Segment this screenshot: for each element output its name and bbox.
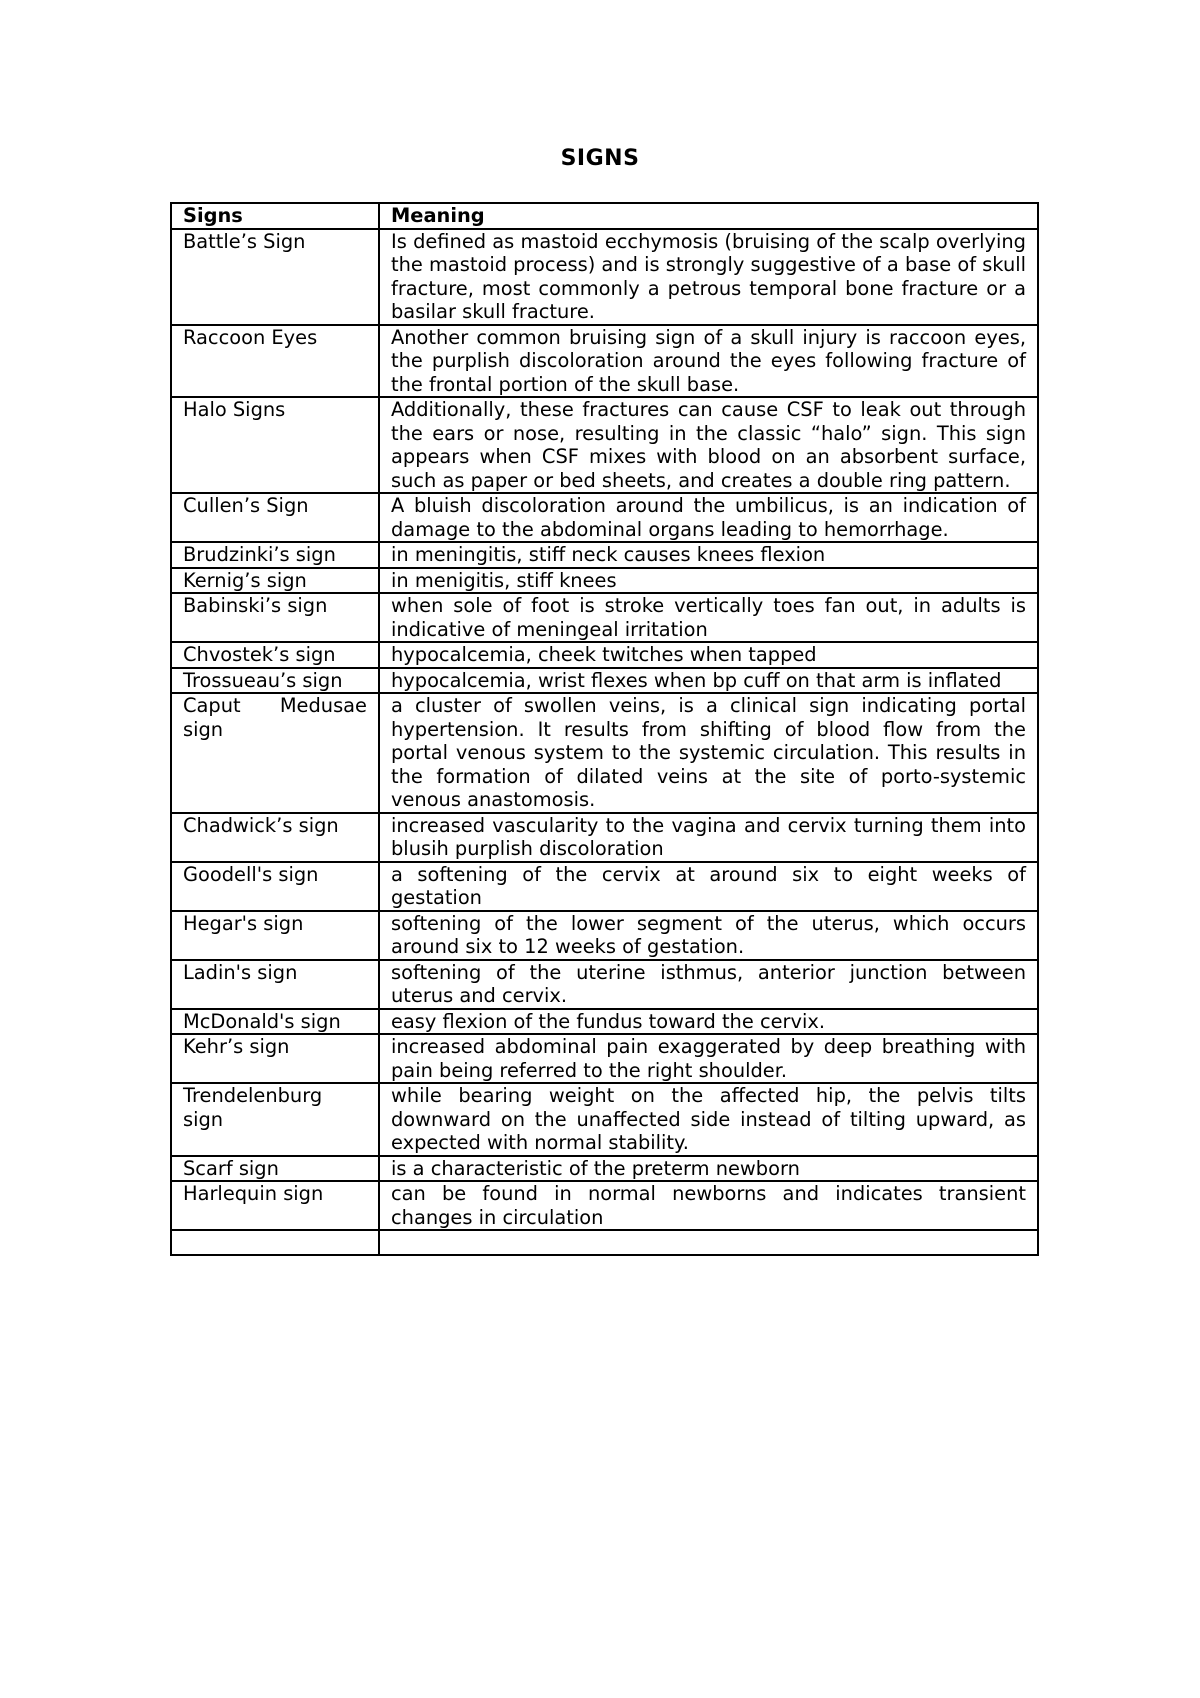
meaning-cell: increased vascularity to the vagina and cervix turning them into blusih purplish discoloration [379, 813, 1038, 862]
meaning-cell: in menigitis, stiff knees [379, 568, 1038, 594]
sign-cell: Babinski’s sign [171, 593, 379, 642]
table-header-row [171, 203, 1038, 229]
signs-table [170, 202, 1039, 1256]
table-row [171, 813, 1038, 862]
meaning-cell: A bluish discoloration around the umbilicus, is an indication of damage to the abdominal organs leading to hemorrhage. [379, 493, 1038, 542]
sign-cell: Ladin's sign [171, 960, 379, 1009]
table-row [171, 1083, 1038, 1156]
table-row [171, 229, 1038, 325]
table-row [171, 1181, 1038, 1230]
meaning-cell: in meningitis, stiff neck causes knees flexion [379, 542, 1038, 568]
table-row [171, 1009, 1038, 1035]
sign-cell [171, 1230, 379, 1255]
meaning-cell: softening of the lower segment of the uterus, which occurs around six to 12 weeks of gestation. [379, 911, 1038, 960]
meaning-cell: when sole of foot is stroke vertically toes fan out, in adults is indicative of meningeal irritation [379, 593, 1038, 642]
empty-table-row [171, 1230, 1038, 1255]
table-row [171, 960, 1038, 1009]
meaning-cell: softening of the uterine isthmus, anterior junction between uterus and cervix. [379, 960, 1038, 1009]
table-row [171, 493, 1038, 542]
sign-cell: Kernig’s sign [171, 568, 379, 594]
sign-cell: Brudzinki’s sign [171, 542, 379, 568]
meaning-cell: Is defined as mastoid ecchymosis (bruising of the scalp overlying the mastoid process) and is strongly suggestive of a base of skull fracture, most commonly a petrous temporal bone fracture or a basilar skull fracture. [379, 229, 1038, 325]
table-row [171, 642, 1038, 668]
table-row [171, 1034, 1038, 1083]
sign-cell: Trossueau’s sign [171, 668, 379, 694]
table-row [171, 325, 1038, 398]
table-row [171, 542, 1038, 568]
meaning-cell: while bearing weight on the affected hip, the pelvis tilts downward on the unaffected side instead of tilting upward, as expected with normal stability. [379, 1083, 1038, 1156]
sign-cell: McDonald's sign [171, 1009, 379, 1035]
sign-cell: Halo Signs [171, 397, 379, 493]
column-header-meaning: Meaning [379, 203, 1038, 229]
sign-cell: Goodell's sign [171, 862, 379, 911]
meaning-cell: easy flexion of the fundus toward the cervix. [379, 1009, 1038, 1035]
column-header-signs: Signs [171, 203, 379, 229]
table-row [171, 693, 1038, 813]
meaning-cell: hypocalcemia, cheek twitches when tapped [379, 642, 1038, 668]
sign-cell: Chadwick’s sign [171, 813, 379, 862]
meaning-cell: Additionally, these fractures can cause CSF to leak out through the ears or nose, resulting in the classic “halo” sign. This sign appears when CSF mixes with blood on an absorbent surface, such as paper or bed sheets, and creates a double ring pattern. [379, 397, 1038, 493]
table-row [171, 397, 1038, 493]
table-row [171, 1156, 1038, 1182]
table-row [171, 862, 1038, 911]
sign-cell: Trendelenburg sign [171, 1083, 379, 1156]
sign-cell: Chvostek’s sign [171, 642, 379, 668]
table-row [171, 593, 1038, 642]
meaning-cell [379, 1230, 1038, 1255]
meaning-cell: hypocalcemia, wrist flexes when bp cuff on that arm is inflated [379, 668, 1038, 694]
table-row [171, 568, 1038, 594]
sign-cell: Hegar's sign [171, 911, 379, 960]
meaning-cell: can be found in normal newborns and indicates transient changes in circulation [379, 1181, 1038, 1230]
sign-cell: Battle’s Sign [171, 229, 379, 325]
sign-cell: Cullen’s Sign [171, 493, 379, 542]
meaning-cell: a softening of the cervix at around six to eight weeks of gestation [379, 862, 1038, 911]
page-title: SIGNS [560, 146, 640, 171]
meaning-cell: Another common bruising sign of a skull injury is raccoon eyes, the purplish discoloration around the eyes following fracture of the frontal portion of the skull base. [379, 325, 1038, 398]
sign-cell: Harlequin sign [171, 1181, 379, 1230]
meaning-cell: a cluster of swollen veins, is a clinical sign indicating portal hypertension. It results from shifting of blood flow from the portal venous system to the systemic circulation. This results in the formation of dilated veins at the site of porto-systemic venous anastomosis. [379, 693, 1038, 813]
table-row [171, 911, 1038, 960]
meaning-cell: is a characteristic of the preterm newborn [379, 1156, 1038, 1182]
sign-cell: Kehr’s sign [171, 1034, 379, 1083]
sign-cell: Scarf sign [171, 1156, 379, 1182]
table-row [171, 668, 1038, 694]
sign-cell: Raccoon Eyes [171, 325, 379, 398]
meaning-cell: increased abdominal pain exaggerated by deep breathing with pain being referred to the right shoulder. [379, 1034, 1038, 1083]
sign-cell: Caput Medusae sign [171, 693, 379, 813]
